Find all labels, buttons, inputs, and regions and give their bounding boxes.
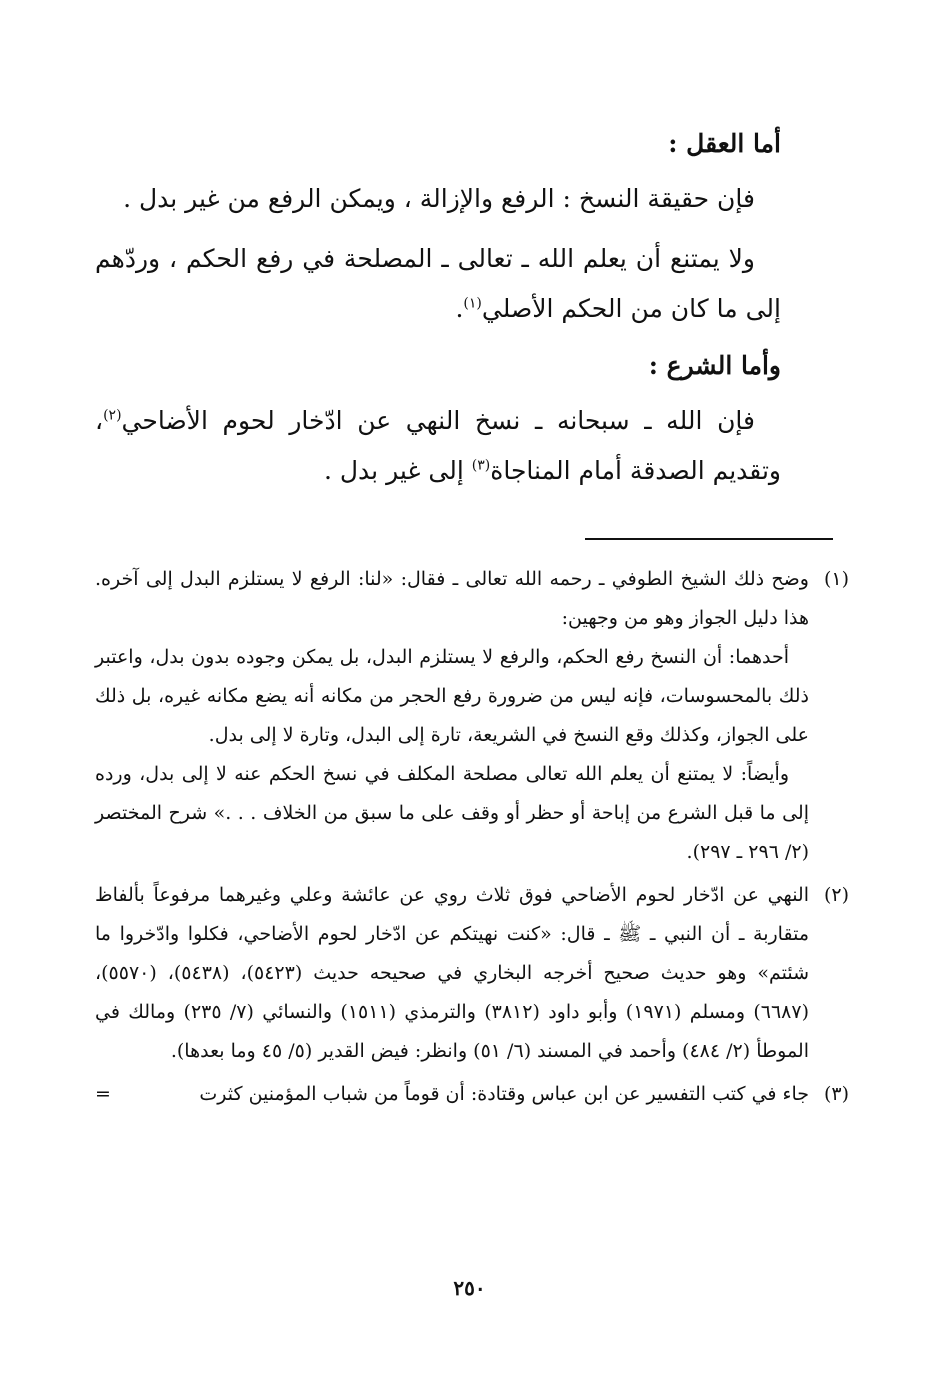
- footnote-body: [95, 876, 809, 1071]
- footnote-body: [95, 1075, 809, 1114]
- page-number: ٢٥٠: [453, 1276, 486, 1300]
- footnote-body: [95, 560, 809, 872]
- paragraph-allah-knows: [95, 234, 781, 334]
- footnote-number: (١): [823, 568, 849, 590]
- heading-reason: أما العقل :: [668, 129, 781, 158]
- paragraph-shar: [95, 396, 781, 496]
- paragraph-allah-text: ولا يمتنع أن يعلم الله ـ تعالى ـ المصلحة في رفع الحكم ، وردّهم إلى ما كان من الحكم الأصلي: [95, 244, 781, 323]
- footnote-paragraph: وأيضاً: لا يمتنع أن يعلم الله تعالى مصلحة المكلف في نسخ الحكم عنه لا إلى بدل، ورده إلى ما قبل الشرع من إباحة أو حظر أو وقف على ما سبق من الخلاف . . .» شرح المختصر (٢/ ٢٩٦ ـ ٢٩٧).: [95, 763, 809, 863]
- continuation-mark: =: [95, 1083, 111, 1105]
- footnote-paragraph: النهي عن ادّخار لحوم الأضاحي فوق ثلاث روي عن عائشة وعلي وغيرهما مرفوعاً بألفاظ متقاربة ـ أن النبي ـ ﷺ ـ قال: «كنت نهيتكم عن ادّخار لحوم الأضاحي، فكلوا وادّخروا ما شئتم» وهو حديث صحيح أخرجه البخاري في صحيحه حديث (٥٤٢٣)، (٥٤٣٨)، (٥٥٧٠)، (٦٦٨٧) ومسلم (١٩٧١) وأبو داود (٣٨١٢) والترمذي (١٥١١) والنسائي (٧/ ٢٣٥) ومالك في الموطأ (٢/ ٤٨٤) وأحمد في المسند (٦/ ٥١) وانظر: فيض القدير (٥/ ٤٥ وما بعدها).: [95, 884, 809, 1062]
- footnote-ref-1[interactable]: (١): [463, 295, 482, 312]
- footnote-number: (٢): [823, 884, 849, 906]
- footnotes: [95, 560, 849, 1118]
- footnote-separator: [585, 538, 833, 540]
- footnote-paragraph: جاء في كتب التفسير عن ابن عباس وقتادة: أن قوماً من شباب المؤمنين كثرت: [199, 1083, 809, 1105]
- footnote-1: [95, 560, 849, 872]
- heading-shar: وأما الشرع :: [648, 351, 781, 380]
- paragraph-shar-text-c: إلى غير بدل .: [323, 456, 472, 485]
- footnote-2: [95, 876, 849, 1071]
- paragraph-shar-text-b: ، وتقديم الصدقة أمام المناجاة: [95, 406, 781, 485]
- footnote-ref-2[interactable]: (٢): [103, 407, 122, 424]
- paragraph-allah-end: .: [455, 294, 464, 323]
- footnote-paragraph: وضح ذلك الشيخ الطوفي ـ رحمه الله تعالى ـ فقال: «لنا: الرفع لا يستلزم البدل إلى آخره. هذا دليل الجواز وهو من وجهين:: [95, 568, 809, 629]
- paragraph-reason: فإن حقيقة النسخ : الرفع والإزالة ، ويمكن الرفع من غير بدل .: [123, 184, 755, 213]
- footnote-ref-3[interactable]: (٣): [471, 457, 491, 474]
- main-text: [95, 122, 781, 506]
- footnote-paragraph: أحدهما: أن النسخ رفع الحكم، والرفع لا يستلزم البدل، بل يمكن وجوده بدون بدل، واعتبر ذلك بالمحسوسات، فإنه ليس من ضرورة رفع الحجر من مكانه أنه يضع مكانه غيره، بل ذلك على الجواز، وكذلك وقع النسخ في الشريعة، تارة إلى البدل، وتارة لا إلى بدل.: [95, 646, 809, 746]
- footnote-3: [95, 1075, 849, 1114]
- footnote-number: (٣): [823, 1083, 849, 1105]
- paragraph-shar-text-a: فإن الله ـ سبحانه ـ نسخ النهي عن ادّخار لحوم الأضاحي: [121, 406, 755, 435]
